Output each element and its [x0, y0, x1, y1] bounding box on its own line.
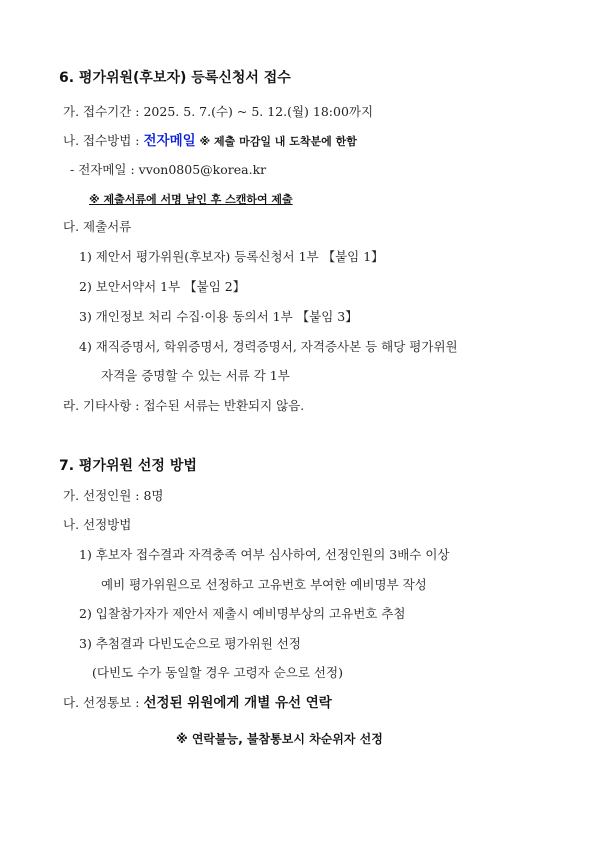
section7-notice	[63, 695, 332, 711]
section6-misc: 라. 기타사항 : 접수된 서류는 반환되지 않음.	[63, 398, 305, 413]
section7-step: 3) 추첨결과 다빈도순으로 평가위원 선정	[79, 636, 301, 651]
section6-docs-heading: 다. 제출서류	[63, 219, 132, 234]
section7-step-cont: (다빈도 수가 동일할 경우 고령자 순으로 선정)	[92, 665, 343, 680]
section6-doc-item: 4) 재직증명서, 학위증명서, 경력증명서, 자격증사본 등 해당 평가위원	[79, 339, 458, 354]
section6-scan-note: ※ 제출서류에 서명 날인 후 스캔하여 제출	[89, 193, 293, 206]
section7-step: 1) 후보자 접수결과 자격충족 여부 심사하여, 선정인원의 3배수 이상	[79, 547, 450, 562]
method-highlight: 전자메일	[143, 133, 196, 149]
method-prefix: 나. 접수방법 :	[63, 133, 144, 148]
section6-period: 가. 접수기간 : 2025. 5. 7.(수) ~ 5. 12.(월) 18:00까지	[63, 104, 374, 119]
section7-step: 2) 입찰참가자가 제안서 제출시 예비명부상의 고유번호 추첨	[79, 606, 406, 621]
section6-email: - 전자메일 : vvon0805@korea.kr	[70, 162, 267, 177]
method-note: ※ 제출 마감일 내 도착분에 한함	[195, 135, 357, 148]
section7-step-cont: 예비 평가위원으로 선정하고 고유번호 부여한 예비명부 작성	[101, 577, 427, 592]
section7-count: 가. 선정인원 : 8명	[63, 488, 164, 503]
section7-final-note: ※ 연락불능, 불참통보시 차순위자 선정	[176, 732, 383, 746]
section7-method-heading: 나. 선정방법	[63, 517, 132, 532]
section6-doc-item: 3) 개인정보 처리 수집·이용 동의서 1부 【붙임 3】	[79, 309, 358, 324]
section6-doc-item: 1) 제안서 평가위원(후보자) 등록신청서 1부 【붙임 1】	[79, 249, 384, 264]
section6-method	[63, 133, 357, 150]
notice-bold: 선정된 위원에게 개별 유선 연락	[143, 695, 332, 711]
section6-title: 6. 평가위원(후보자) 등록신청서 접수	[59, 70, 291, 86]
section7-title: 7. 평가위원 선정 방법	[59, 458, 197, 474]
notice-prefix: 다. 선정통보 :	[63, 695, 144, 710]
section6-doc-item-cont: 자격을 증명할 수 있는 서류 각 1부	[101, 368, 290, 383]
section6-doc-item: 2) 보안서약서 1부 【붙임 2】	[79, 279, 246, 294]
